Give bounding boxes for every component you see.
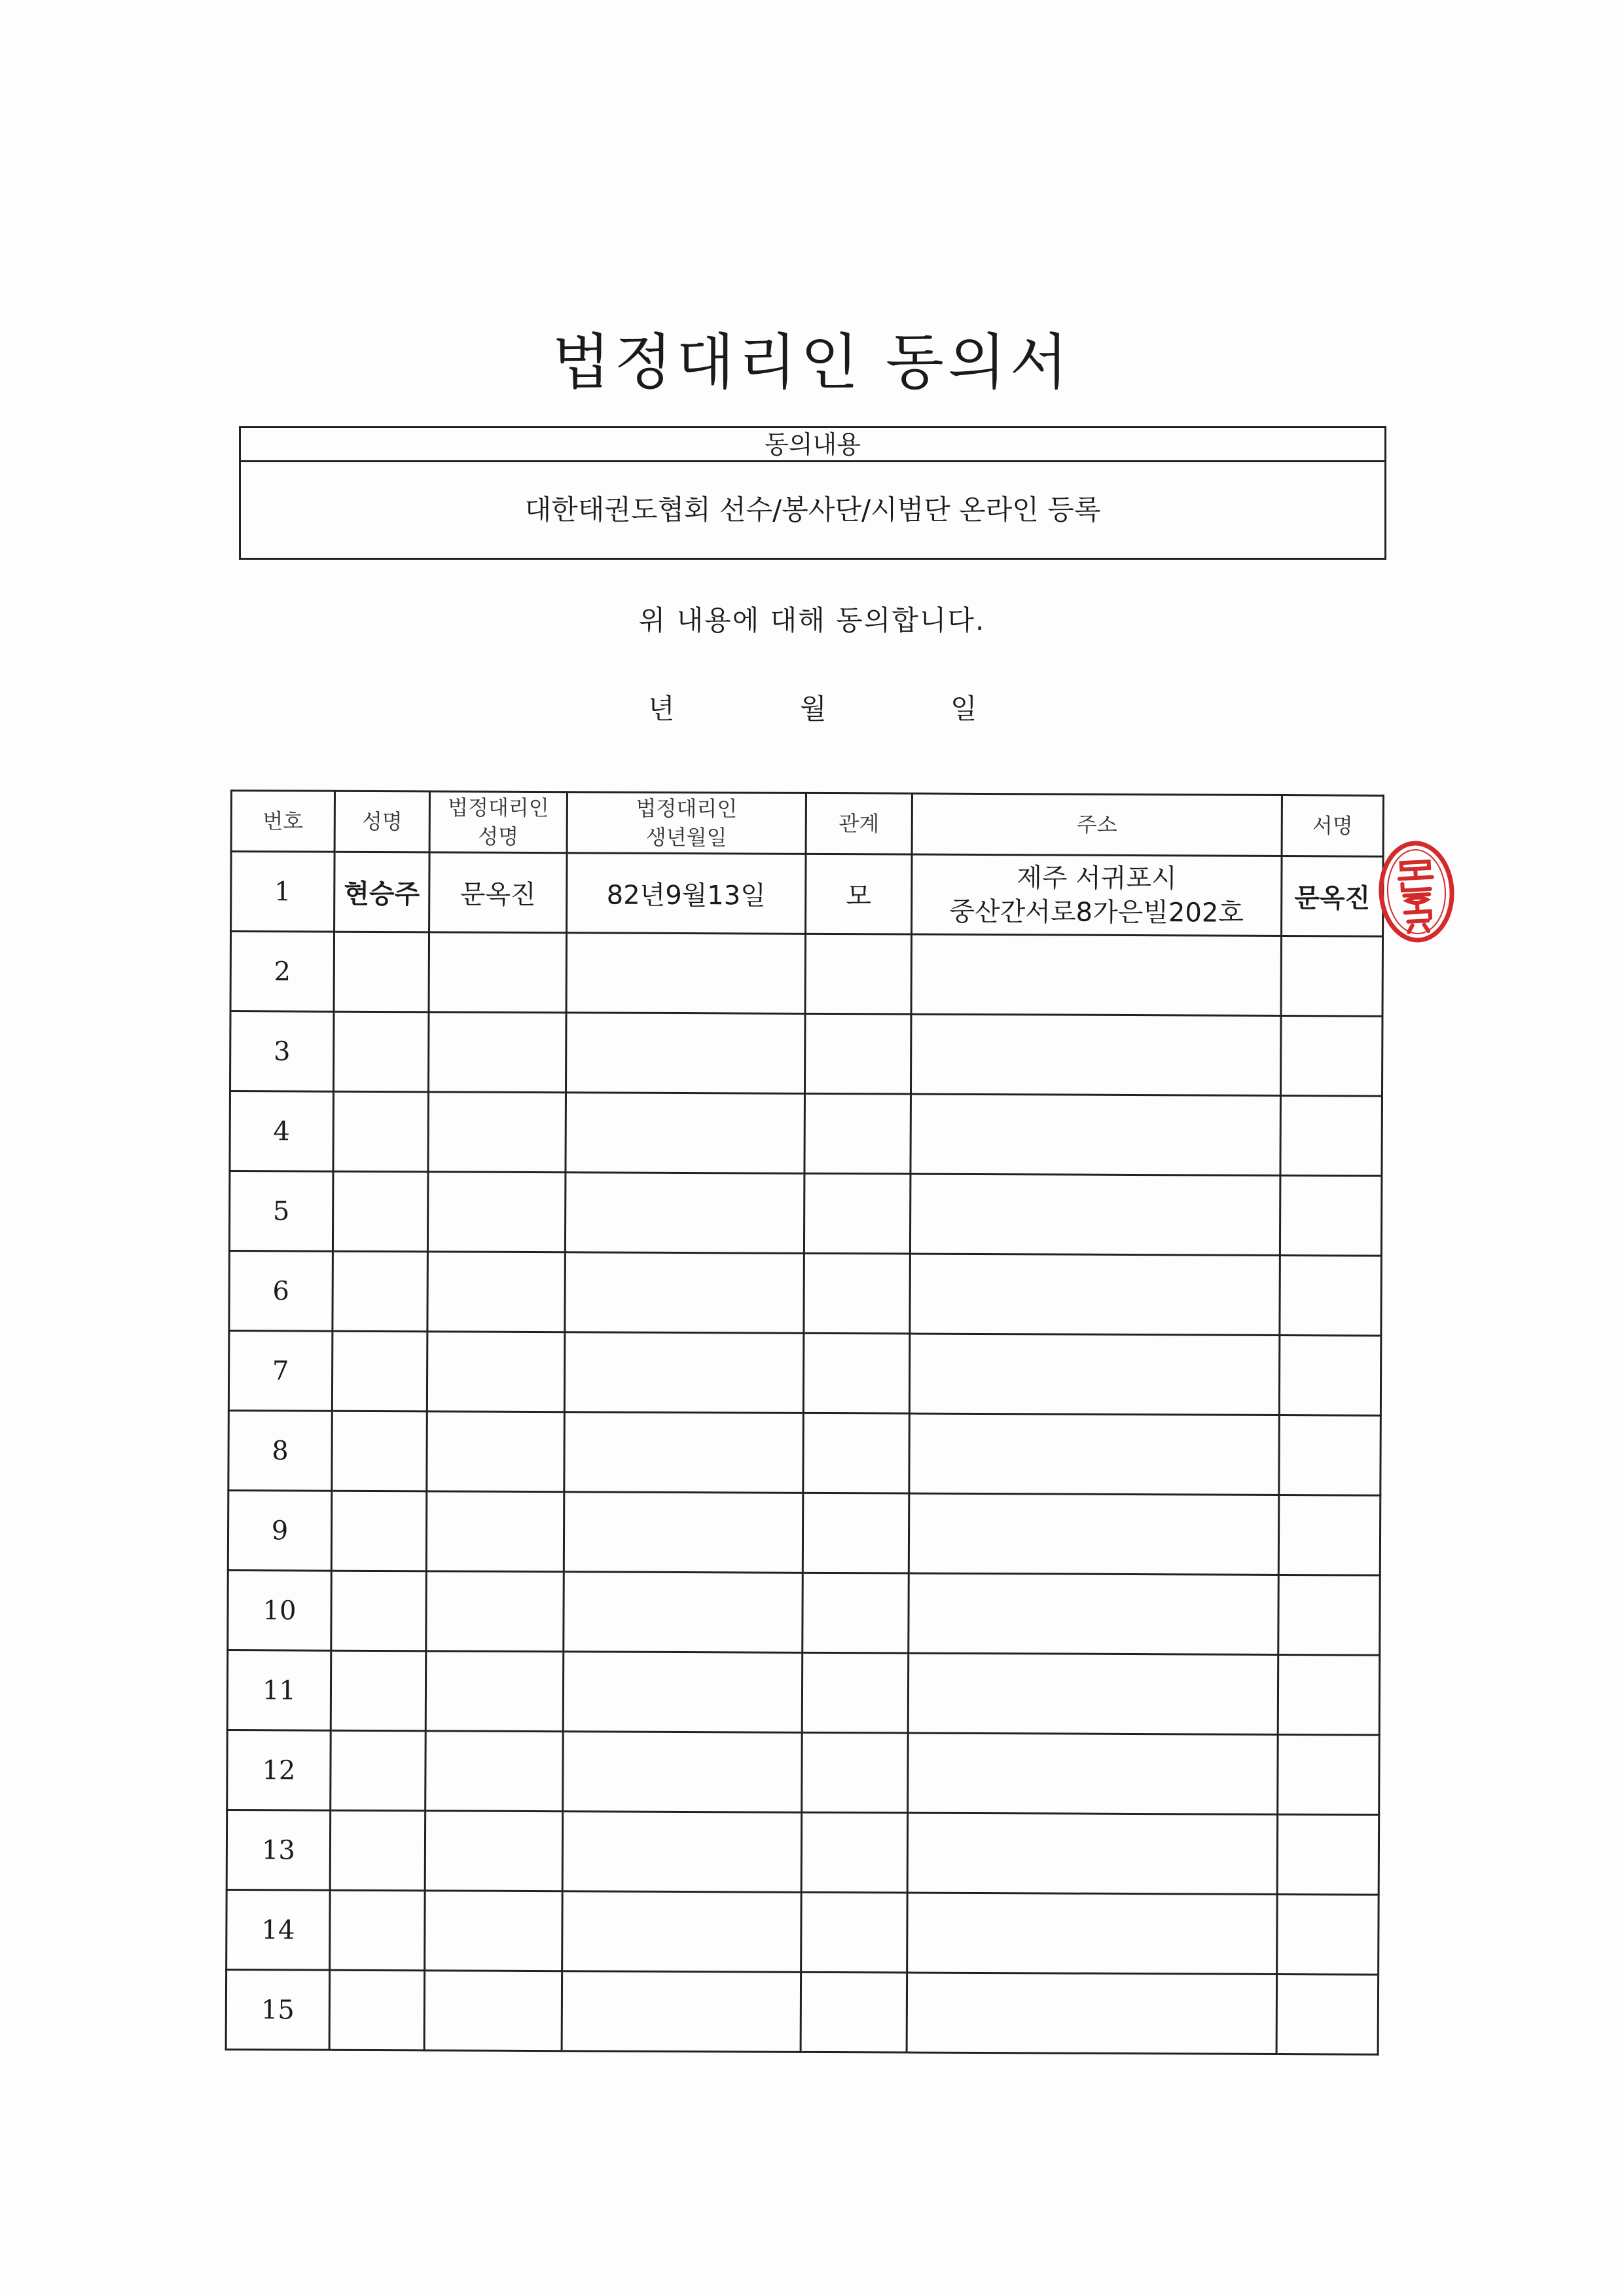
cell-guardian-birth <box>564 1332 804 1413</box>
cell-signature <box>1277 1814 1379 1895</box>
cell-address-line2 <box>908 1933 1276 1934</box>
cell-address <box>912 854 1282 936</box>
cell-address-line2 <box>912 1134 1280 1135</box>
cell-address-line2 <box>911 1374 1278 1375</box>
cell-number: 6 <box>229 1250 333 1331</box>
cell-address <box>909 1334 1280 1415</box>
red-seal-stamp <box>1375 838 1458 945</box>
header-address: 주소 <box>912 793 1282 856</box>
cell-relation <box>804 1173 911 1254</box>
cell-guardian-birth <box>566 1093 805 1174</box>
cell-name <box>329 1970 425 2050</box>
date-month-label: 월 <box>800 693 827 725</box>
header-signature: 서명 <box>1282 795 1383 857</box>
cell-signature <box>1277 1894 1379 1975</box>
table-row <box>228 1410 1381 1495</box>
cell-number: 11 <box>227 1650 331 1730</box>
cell-guardian-name <box>426 1491 564 1572</box>
cell-guardian-birth <box>564 1492 803 1573</box>
table-row <box>231 852 1384 937</box>
cell-guardian-name <box>427 1172 566 1252</box>
cell-address-line1 <box>910 1613 1278 1614</box>
consent-content: 대한태권도협회 선수/봉사단/시범단 온라인 등록 <box>524 494 1101 526</box>
table-row <box>227 1730 1380 1815</box>
cell-address-line1 <box>908 2013 1276 2014</box>
cell-name <box>332 1411 427 1491</box>
cell-address <box>907 1893 1278 1974</box>
consent-header: 동의내용 <box>241 428 1384 462</box>
cell-address-line2 <box>910 1533 1278 1535</box>
cell-address-line2 <box>909 1853 1276 1854</box>
cell-guardian-name <box>428 1012 566 1093</box>
table-row <box>226 1810 1379 1895</box>
cell-signature <box>1279 1415 1381 1496</box>
cell-address <box>909 1573 1279 1654</box>
cell-guardian-name <box>425 1891 563 1971</box>
cell-address <box>911 934 1282 1015</box>
cell-name <box>330 1890 425 1971</box>
cell-relation <box>801 1892 908 1973</box>
cell-name <box>333 1251 428 1332</box>
cell-address <box>907 1973 1277 2054</box>
cell-guardian-birth <box>563 1732 803 1813</box>
cell-name <box>330 1810 425 1891</box>
date-year-label: 년 <box>648 693 675 725</box>
table-row <box>229 1250 1382 1336</box>
cell-signature <box>1280 1176 1382 1256</box>
cell-address-line2 <box>910 1613 1278 1614</box>
cell-address-line2 <box>911 1453 1278 1455</box>
cell-relation <box>803 1413 910 1493</box>
cell-address-line2 <box>908 2013 1276 2014</box>
cell-address-line1 <box>909 1853 1276 1854</box>
cell-number: 3 <box>230 1011 334 1092</box>
table-row <box>228 1490 1380 1575</box>
cell-signature <box>1281 936 1383 1017</box>
cell-address-line2 <box>909 1773 1276 1774</box>
cell-relation <box>802 1652 909 1733</box>
cell-name <box>331 1650 426 1731</box>
cell-guardian-birth <box>566 933 806 1014</box>
cell-number: 8 <box>228 1410 333 1491</box>
agreement-statement: 위 내용에 대해 동의합니다. <box>638 604 986 636</box>
cell-relation <box>801 1972 907 2052</box>
cell-number: 12 <box>227 1730 331 1810</box>
header-guardian-name-line2: 성명 <box>478 824 519 849</box>
cell-address-line1 <box>910 1533 1278 1535</box>
cell-address-line1 <box>908 1933 1276 1934</box>
cell-guardian-name <box>428 1092 566 1173</box>
cell-address-line1 <box>911 1214 1279 1215</box>
cell-name <box>331 1491 427 1571</box>
cell-address-line1 <box>912 974 1280 975</box>
cell-name <box>334 932 429 1012</box>
cell-guardian-birth <box>562 1891 802 1973</box>
cell-signature <box>1278 1654 1380 1735</box>
cell-number: 10 <box>228 1570 332 1650</box>
cell-number: 4 <box>230 1091 334 1172</box>
cell-address-line1 <box>909 1773 1276 1774</box>
header-number: 번호 <box>231 791 334 852</box>
cell-address <box>909 1413 1280 1495</box>
cell-guardian-birth <box>564 1572 803 1653</box>
cell-guardian-birth <box>562 1971 801 2052</box>
cell-number: 2 <box>230 932 334 1012</box>
table-header-row <box>231 791 1383 857</box>
cell-address-line1: 제주 서귀포시 <box>1017 862 1177 894</box>
cell-signature <box>1279 1336 1381 1416</box>
table-row <box>226 1889 1379 1975</box>
cell-number: 5 <box>229 1171 333 1252</box>
cell-guardian-name <box>427 1252 566 1332</box>
table-row <box>227 1650 1380 1735</box>
cell-relation: 모 <box>806 854 912 934</box>
page-title: 법정대리인 동의서 <box>552 327 1072 397</box>
cell-guardian-name <box>424 1971 562 2051</box>
cell-signature <box>1278 1495 1380 1575</box>
cell-address-line1 <box>912 1054 1280 1055</box>
cell-address <box>908 1653 1278 1734</box>
cell-address <box>909 1493 1279 1575</box>
cell-guardian-name <box>427 1332 565 1412</box>
guardian-roster-table <box>225 790 1384 2056</box>
cell-guardian-name <box>426 1571 564 1652</box>
header-relation: 관계 <box>806 793 912 854</box>
cell-name <box>331 1571 427 1651</box>
cell-relation <box>801 1812 908 1893</box>
header-guardian-birth <box>567 792 806 854</box>
cell-address <box>910 1254 1280 1335</box>
table-row <box>228 1570 1380 1655</box>
cell-address <box>907 1813 1278 1894</box>
header-guardian-name <box>429 792 567 853</box>
cell-guardian-birth <box>565 1173 804 1254</box>
cell-relation <box>804 1013 911 1094</box>
cell-signature <box>1278 1575 1380 1655</box>
cell-name <box>333 1171 428 1252</box>
cell-guardian-name: 문옥진 <box>429 852 568 933</box>
cell-address <box>911 1094 1281 1175</box>
header-guardian-birth-line1: 법정대리인 <box>636 795 738 822</box>
cell-address-line1 <box>912 1134 1280 1135</box>
cell-relation <box>803 1573 909 1653</box>
header-name: 성명 <box>334 791 429 852</box>
cell-guardian-name <box>427 1412 565 1492</box>
cell-relation <box>804 1253 911 1334</box>
cell-number: 14 <box>226 1889 331 1970</box>
cell-signature <box>1280 1016 1382 1097</box>
cell-guardian-name <box>429 932 567 1013</box>
consent-box <box>239 426 1386 560</box>
cell-address-line2 <box>911 1214 1279 1215</box>
cell-guardian-name <box>425 1651 564 1732</box>
cell-address-line2 <box>912 1054 1280 1055</box>
cell-address <box>908 1733 1278 1814</box>
cell-address-line2: 중산간서로8가은빌202호 <box>949 896 1244 928</box>
cell-signature <box>1280 1256 1382 1336</box>
date-day-label: 일 <box>950 693 977 725</box>
cell-signature <box>1278 1734 1380 1815</box>
cell-address-line2 <box>911 1294 1279 1295</box>
cell-guardian-birth <box>563 1652 803 1733</box>
cell-address-line2 <box>909 1693 1277 1694</box>
cell-address-line2 <box>912 974 1280 975</box>
table-row <box>228 1330 1381 1415</box>
cell-address <box>911 1014 1281 1095</box>
cell-guardian-name <box>425 1731 564 1812</box>
cell-address-line1 <box>911 1374 1278 1375</box>
cell-name <box>332 1331 427 1412</box>
cell-guardian-birth: 82년9월13일 <box>567 853 806 934</box>
cell-relation <box>804 1093 911 1174</box>
table-row <box>230 932 1383 1017</box>
cell-relation <box>803 1493 909 1573</box>
header-guardian-name-line1: 법정대리인 <box>448 795 549 821</box>
cell-address-line1 <box>911 1453 1278 1455</box>
cell-name <box>331 1730 426 1811</box>
cell-name <box>333 1091 429 1172</box>
cell-guardian-birth <box>562 1812 802 1893</box>
cell-number: 9 <box>228 1490 332 1571</box>
cell-guardian-birth <box>565 1252 804 1334</box>
cell-number: 13 <box>226 1810 331 1890</box>
cell-number: 7 <box>228 1330 333 1411</box>
cell-signature <box>1280 1096 1382 1176</box>
table-row <box>230 1091 1382 1176</box>
cell-guardian-birth <box>566 1013 805 1094</box>
cell-number: 1 <box>231 852 335 932</box>
header-guardian-birth-line2: 생년월일 <box>645 824 727 850</box>
table-row <box>230 1011 1382 1097</box>
table-row <box>226 1969 1379 2054</box>
cell-relation <box>802 1732 909 1813</box>
cell-relation <box>805 934 912 1014</box>
cell-address-line1 <box>911 1294 1279 1295</box>
table-row <box>229 1171 1382 1256</box>
cell-address <box>910 1174 1280 1255</box>
cell-number: 15 <box>226 1969 330 2050</box>
cell-signature <box>1276 1974 1379 2054</box>
cell-name: 현승주 <box>334 852 430 932</box>
cell-signature: 문옥진 <box>1282 856 1384 937</box>
cell-guardian-name <box>425 1811 563 1891</box>
cell-guardian-birth <box>564 1412 804 1493</box>
cell-name <box>333 1011 429 1092</box>
cell-relation <box>803 1333 910 1413</box>
cell-address-line1 <box>909 1693 1277 1694</box>
